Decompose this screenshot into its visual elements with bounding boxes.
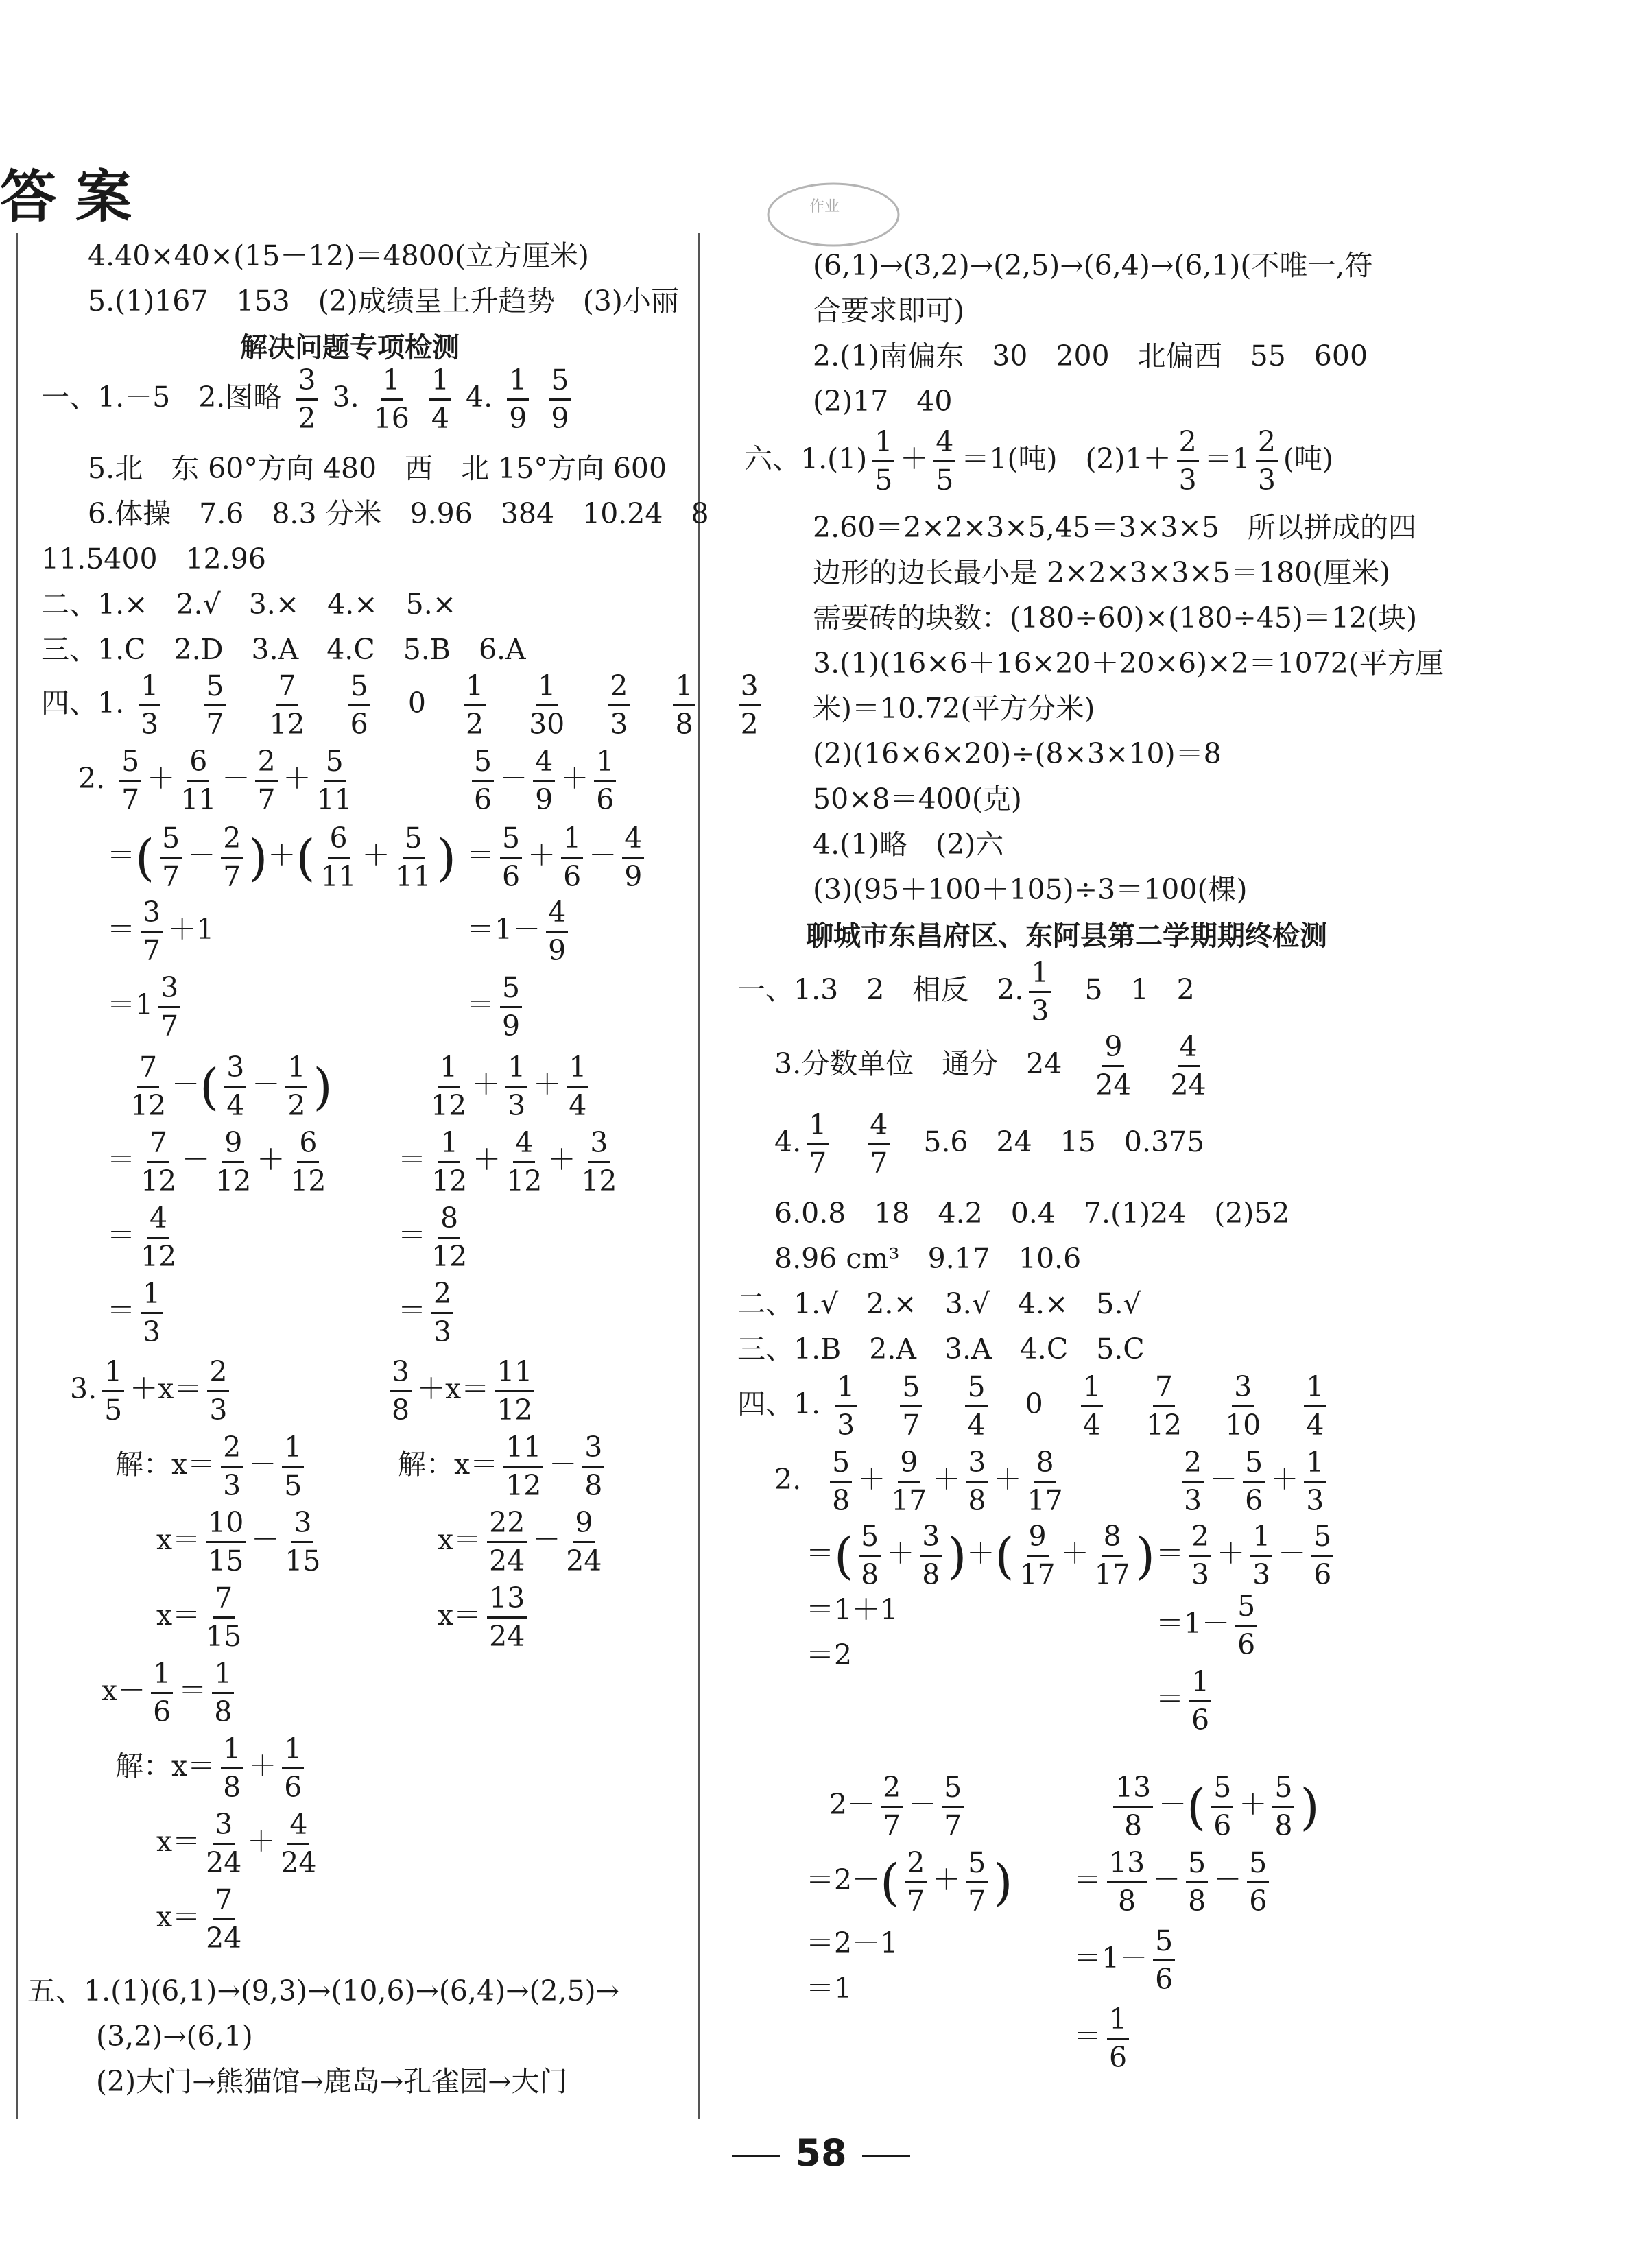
section-heading: 解决问题专项检测 [240, 332, 460, 363]
answer-text: x＝ [438, 1523, 482, 1556]
answer-text: ＝ [1073, 2020, 1102, 2053]
equation-line: x＝ $\frac{7}{15}$ [156, 1581, 242, 1653]
answer-text: ＝ [398, 1219, 426, 1252]
calc-line: ＝1－ $\frac{5}{6}$ [1073, 1927, 1180, 1994]
answer-text: ＝1－ [466, 913, 541, 946]
equation-line: x－ $\frac{1}{6}$ ＝ $\frac{1}{8}$ [102, 1660, 239, 1726]
calc-line: ＝ $\frac{4}{12}$ [107, 1202, 177, 1273]
answer-line: (2)(16×6×20)÷(8×3×10)＝8 [813, 737, 1222, 770]
calc-line: ＝( $\frac{5}{7}$ － $\frac{2}{7}$ )＋( $\frac{6}{11}$ ＋ $\frac{5}{11}$ ) [107, 822, 456, 893]
answer-text: ＝1 [1204, 442, 1250, 475]
answer-text: 3. [70, 1372, 97, 1405]
answer-text: ＝1－ [1073, 1942, 1148, 1974]
answer-line: 一、1.3 2 相反 2. $\frac{1}{3}$ 5 1 2 [737, 956, 1195, 1027]
left-margin-rule [16, 233, 18, 2119]
calc-line: ＝ $\frac{7}{12}$ － $\frac{9}{12}$ ＋ $\frac{6}{12}$ [107, 1126, 326, 1197]
answer-line: 四、1. $\frac{1}{3}$ $\frac{5}{7}$ $\frac{7}{12}$ $\frac{5}{6}$ 0 $\frac{1}{2}$ $\frac{1}{30}$ $\frac{2}{3}$ $\frac{1}{8}$ $\frac{3}{2}$ [41, 672, 766, 739]
answer-text: x＝ [156, 1825, 201, 1858]
answer-text: 解：x＝ [115, 1750, 216, 1782]
answer-text: 四、1. [737, 1387, 821, 1420]
answer-text: 2－ [829, 1788, 876, 1821]
page-number-text: 58 [795, 2132, 847, 2175]
calc-line: $\frac{7}{12}$ －( $\frac{3}{4}$ － $\frac{1}{2}$ ) [130, 1051, 333, 1122]
answer-line: 3.(1)(16×6＋16×20＋20×6)×2＝1072(平方厘 [813, 647, 1444, 680]
page-number [0, 2132, 1642, 2175]
calc-line: ＝1－ $\frac{5}{6}$ [1156, 1592, 1263, 1659]
answer-line: 合要求即可) [813, 294, 964, 327]
answer-line: 六、1.(1) $\frac{1}{5}$ ＋ $\frac{4}{5}$ ＝1(吨) (2)1＋ $\frac{2}{3}$ ＝1 $\frac{2}{3}$ (吨) [744, 425, 1333, 497]
answer-line: 11.5400 12.96 [41, 542, 266, 575]
calc-line: 2. $\frac{5}{8}$ ＋ $\frac{9}{17}$ ＋ $\frac{3}{8}$ ＋ $\frac{8}{17}$ [774, 1446, 1063, 1517]
calc-line: ＝1 [806, 1972, 853, 2005]
equation-line: $\frac{3}{8}$ ＋x＝ $\frac{11}{12}$ [384, 1358, 540, 1424]
answer-line: 三、1.C 2.D 3.A 4.C 5.B 6.A [41, 633, 526, 666]
answer-text: ＝ [1156, 1682, 1184, 1715]
answer-text: 四、1. [41, 687, 125, 719]
answer-line: (3,2)→(6,1) [96, 2020, 253, 2053]
stamp-text: 作业 [809, 198, 840, 215]
calc-line: ＝ $\frac{8}{12}$ [398, 1202, 468, 1273]
calc-line: ＝ $\frac{13}{8}$ － $\frac{5}{8}$ － $\frac{5}{6}$ [1073, 1849, 1274, 1915]
page-title: 答案 [0, 164, 152, 230]
answer-text: ＝ [1156, 1537, 1184, 1570]
answer-line: 四、1. $\frac{1}{3}$ $\frac{5}{7}$ $\frac{5}{4}$ 0 $\frac{1}{4}$ $\frac{7}{12}$ $\frac{3}{10}$ $\frac{1}{4}$ [737, 1373, 1331, 1440]
answer-line: 8.96 cm³ 9.17 10.6 [774, 1242, 1082, 1275]
equation-line: x＝ $\frac{13}{24}$ [438, 1584, 532, 1651]
answer-text: x＝ [156, 1523, 201, 1556]
answer-text: 4. [774, 1125, 802, 1158]
answer-text: 4. [466, 381, 493, 414]
answer-text: ＝ [107, 1143, 135, 1176]
equation-line: x＝ $\frac{22}{24}$ － $\frac{9}{24}$ [438, 1506, 602, 1577]
answer-text: 解：x＝ [398, 1448, 499, 1481]
answer-text: 0 [407, 687, 426, 719]
calc-line: ＝( $\frac{5}{8}$ ＋ $\frac{3}{8}$ )＋( $\frac{9}{17}$ ＋ $\frac{8}{17}$ ) [806, 1520, 1155, 1591]
calc-line: ＝ $\frac{5}{9}$ [466, 974, 527, 1040]
calc-line: ＝1 $\frac{3}{7}$ [107, 974, 186, 1040]
answer-text: ＝ [107, 1219, 135, 1252]
answer-text: ＝ [806, 1537, 834, 1570]
answer-line: (3)(95＋100＋105)÷3＝100(棵) [813, 873, 1248, 906]
answer-line: 6.0.8 18 4.2 0.4 7.(1)24 (2)52 [774, 1197, 1290, 1230]
answer-text: ＝ [466, 839, 495, 872]
answer-line: 五、1.(1)(6,1)→(9,3)→(10,6)→(6,4)→(2,5)→ [27, 1974, 620, 2007]
equation-line: x＝ $\frac{3}{24}$ ＋ $\frac{4}{24}$ [156, 1808, 317, 1879]
answer-text: x＝ [156, 1900, 201, 1933]
answer-text: x－ [102, 1674, 146, 1707]
answer-line: 3.分数单位 通分 24 $\frac{9}{24}$ $\frac{4}{24}$ [774, 1030, 1206, 1101]
equation-line: 解：x＝ $\frac{11}{12}$ － $\frac{3}{8}$ [398, 1433, 610, 1500]
answer-line: 2.60＝2×2×3×5,45＝3×3×5 所以拼成的四 [813, 511, 1416, 544]
answer-line: (2)大门→熊猫馆→鹿岛→孔雀园→大门 [96, 2065, 568, 2098]
calc-line: 2－ $\frac{2}{7}$ － $\frac{5}{7}$ [829, 1774, 969, 1840]
answer-line: 米)＝10.72(平方分米) [813, 692, 1095, 725]
equation-line: x＝ $\frac{10}{15}$ － $\frac{3}{15}$ [156, 1506, 321, 1577]
equation-line: x＝ $\frac{7}{24}$ [156, 1883, 242, 1955]
answer-text: x＝ [156, 1599, 201, 1632]
calc-line: 2. $\frac{5}{7}$ ＋ $\frac{6}{11}$ － $\frac{2}{7}$ ＋ $\frac{5}{11}$ [78, 745, 353, 816]
answer-text: ＝ [466, 988, 495, 1021]
section-heading: 聊城市东昌府区、东阿县第二学期期终检测 [806, 920, 1327, 952]
answer-text: 3.分数单位 通分 24 [774, 1047, 1062, 1080]
answer-text: ＋1 [168, 913, 215, 946]
page-number-dash [862, 2155, 910, 2157]
answer-text: 5.6 24 15 0.375 [923, 1125, 1205, 1158]
answer-text: 一、1.－5 2.图略 [41, 381, 282, 414]
answer-line: 6.体操 7.6 8.3 分米 9.96 384 10.24 8 [88, 497, 709, 530]
calc-line: ＝ $\frac{2}{3}$ ＋ $\frac{1}{3}$ － $\frac{5}{6}$ [1156, 1523, 1339, 1589]
equation-line: 解：x＝ $\frac{1}{8}$ ＋ $\frac{1}{6}$ [115, 1735, 309, 1802]
equation-line: 解：x＝ $\frac{2}{3}$ － $\frac{1}{5}$ [115, 1433, 309, 1500]
answer-text: ＝ [107, 913, 135, 946]
answer-line: (6,1)→(3,2)→(2,5)→(6,4)→(6,1)(不唯一,符 [813, 249, 1373, 282]
calc-line: ＝2－( $\frac{2}{7}$ ＋ $\frac{5}{7}$ ) [806, 1846, 1013, 1918]
answer-text: 2. [78, 762, 106, 795]
answer-text: 2. [774, 1463, 802, 1496]
answer-line: (2)17 40 [813, 385, 953, 418]
answer-text: ＝2－ [806, 1863, 881, 1896]
answer-line: 三、1.B 2.A 3.A 4.C 5.C [737, 1333, 1145, 1365]
answer-text: 解：x＝ [115, 1448, 216, 1481]
answer-line: 4.40×40×(15－12)＝4800(立方厘米) [88, 239, 589, 272]
calc-line: ＝ $\frac{1}{6}$ [1073, 2005, 1134, 2072]
answer-line: 4. $\frac{1}{7}$ $\frac{4}{7}$ 5.6 24 15 0.375 [774, 1108, 1205, 1180]
answer-text: ＝1 [107, 988, 154, 1021]
answer-text: ＝ [107, 1294, 135, 1327]
calc-line: ＝ $\frac{5}{6}$ ＋ $\frac{1}{6}$ － $\frac{4}{9}$ [466, 824, 650, 891]
answer-line: 需要砖的块数：(180÷60)×(180÷45)＝12(块) [813, 601, 1418, 634]
page-number-dash [732, 2155, 780, 2157]
calc-line: ＝1－ $\frac{4}{9}$ [466, 898, 573, 965]
equation-line: 3. $\frac{1}{5}$ ＋x＝ $\frac{2}{3}$ [70, 1358, 235, 1424]
answer-line: 二、1.× 2.√ 3.× 4.× 5.× [41, 588, 457, 621]
answer-line: 二、1.√ 2.× 3.√ 4.× 5.√ [737, 1287, 1141, 1320]
calc-line: $\frac{5}{6}$ － $\frac{4}{9}$ ＋ $\frac{1}{6}$ [466, 748, 621, 814]
answer-line: 一、1.－5 2.图略 $\frac{3}{2}$ 3. $\frac{1}{16}$ $\frac{1}{4}$ 4. $\frac{1}{9}$ $\frac{5}{9}$ [41, 366, 576, 433]
answer-line: 2.(1)南偏东 30 200 北偏西 55 600 [813, 339, 1368, 372]
calc-line: $\frac{1}{12}$ ＋ $\frac{1}{3}$ ＋ $\frac{1}{4}$ [425, 1053, 594, 1120]
answer-text: ＝ [107, 839, 135, 872]
answer-text: ＝ [398, 1143, 426, 1176]
answer-text: (吨) [1283, 442, 1333, 475]
answer-text: ＝1－ [1156, 1607, 1230, 1640]
calc-line: $\frac{13}{8}$ －( $\frac{5}{6}$ ＋ $\frac{5}{8}$ ) [1108, 1774, 1320, 1840]
answer-text: ＝ [1073, 1863, 1102, 1896]
answer-text: x＝ [438, 1599, 482, 1632]
answer-line: 5.北 东 60°方向 480 西 北 15°方向 600 [88, 452, 667, 485]
answer-text: 六、1.(1) [744, 442, 868, 475]
answer-text: 3. [332, 381, 359, 414]
answer-text: 一、1.3 2 相反 2. [737, 973, 1024, 1006]
calc-line: $\frac{2}{3}$ － $\frac{5}{6}$ ＋ $\frac{1}{3}$ [1176, 1448, 1331, 1515]
answer-line: 5.(1)167 153 (2)成绩呈上升趋势 (3)小丽 [88, 285, 679, 318]
calc-line: ＝ $\frac{1}{3}$ [107, 1280, 168, 1346]
calc-line: ＝ $\frac{1}{12}$ ＋ $\frac{4}{12}$ ＋ $\frac{3}{12}$ [398, 1126, 617, 1197]
calc-line: ＝2 [806, 1638, 853, 1671]
calc-line: ＝ $\frac{3}{7}$ ＋1 [107, 896, 215, 967]
answer-line: 4.(1)略 (2)六 [813, 828, 1004, 861]
answer-line: 50×8＝400(克) [813, 783, 1022, 815]
answer-line: 边形的边长最小是 2×2×3×3×5＝180(厘米) [813, 556, 1391, 589]
answer-text: 5 1 2 [1084, 973, 1195, 1006]
answer-text: ＝ [398, 1294, 426, 1327]
calc-line: ＝ $\frac{1}{6}$ [1156, 1668, 1217, 1734]
homework-stamp [761, 177, 905, 252]
answer-text: 0 [1025, 1387, 1043, 1420]
answer-text: ＝1(吨) (2)1＋ [961, 442, 1171, 475]
calc-line: ＝2－1 [806, 1926, 899, 1959]
calc-line: ＝ $\frac{2}{3}$ [398, 1280, 459, 1346]
calc-line: ＝1＋1 [806, 1593, 899, 1626]
